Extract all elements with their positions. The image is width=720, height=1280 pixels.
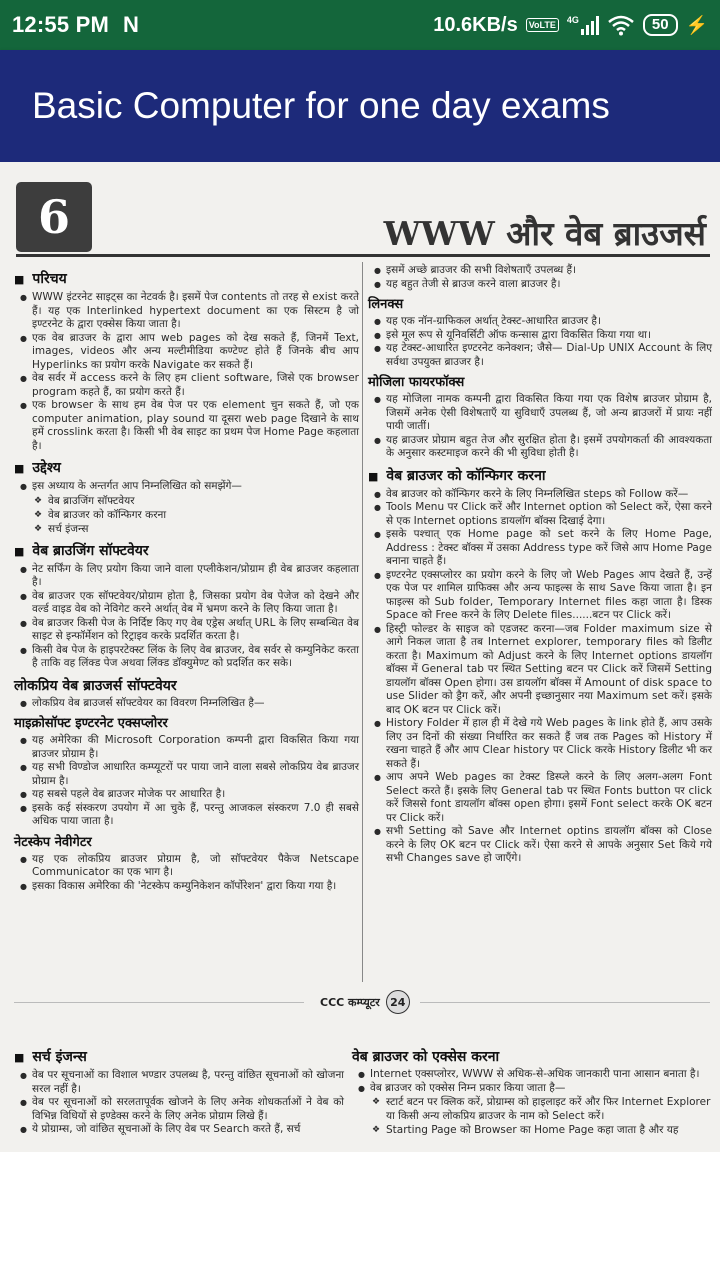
right-column [368, 264, 712, 866]
bullet-text: ● यह ब्राउजर प्रोग्राम बहुत तेज और सुरक्षित होता है। इसमें उपयोगकर्ता की आवश्यकता के अनुसार कस्टमाइज करने की भी सुविधा होती है। [368, 434, 712, 461]
bullet-text: ● एक browser के साथ हम वेब पेज पर एक element चुन सकते हैं, जो एक computer animation, play sound या दूसरा web page दिखाने के साथ हमें crosslink करता है। किसी भी वेब साइट का प्रथम पेज Home Page कहलाता है। [14, 399, 359, 453]
sub-bullet-text: ❖ सर्च इंजन्स [14, 522, 359, 536]
section-heading: ■ वेब ब्राउजिंग सॉफ्टवेयर [14, 542, 359, 561]
page-number: 24 [386, 990, 410, 1014]
wifi-icon [607, 14, 635, 36]
bullet-text: ● लोकप्रिय वेब ब्राउजर्स सॉफ्टवेयर का विवरण निम्नलिखित है— [14, 697, 359, 711]
signal-icon [567, 15, 599, 35]
bullet-text: ● WWW इंटरनेट साइट्स का नेटवर्क है। इसमें पेज contents तो तरह से exist करते हैं। यह एक Interlinked hypertext document का एक सिस्टम है जो इण्टरनेट के द्वारा एक्सेस किया जाता है। [14, 291, 359, 332]
bullet-text: ● यह एक नॉन-ग्राफिकल अर्थात् टेक्स्ट-आधारित ब्राउजर है। [368, 315, 712, 329]
sub-heading: नेटस्केप नेवीगेटर [14, 834, 92, 850]
bullet-text: ● इसके कई संस्करण उपयोग में आ चुके हैं, परन्तु आजकल संस्करण 7.0 ही सबसे अधिक पाया जाता है। [14, 802, 359, 829]
sub-heading: लिनक्स [368, 297, 404, 312]
section-heading: ■ परिचय [14, 270, 359, 289]
sub-heading: माइक्रोसॉफ्ट इण्टरनेट एक्सप्लोरर [14, 716, 168, 731]
bullet-text: ● किसी वेब पेज के हाइपरटेक्स्ट लिंक के लिए वेब ब्राउजर, वेब सर्वर से कम्युनिकेट करता है ताकि वह लिंक्ड पेज अथवा लिंक्ड डॉक्युमेण्ट को प्रदर्शित कर सके। [14, 644, 359, 671]
column-divider [362, 262, 363, 982]
bullet-text: ● यह एक लोकप्रिय ब्राउजर प्रोग्राम है, जो सॉफ्टवेयर पैकेज Netscape Communicator का एक भाग है। [14, 853, 359, 880]
bullet-text: ● वेब ब्राउजर एक सॉफ्टवेयर/प्रोग्राम होता है, जिसका प्रयोग वेब पेजेज को देखने और वर्ल्ड वाइड वेब को नेविगेट करने अर्थात् वेब में भ्रमण करने के लिए किया जाता है। [14, 590, 359, 617]
notification-n-icon: N [122, 12, 139, 37]
bullet-text: ● वेब पर सूचनाओं का विशाल भण्डार उपलब्ध है, परन्तु वांछित सूचनाओं को खोजना सरल नहीं है। [14, 1069, 344, 1096]
lower-left-column [14, 1042, 344, 1137]
section-heading: वेब ब्राउजर को एक्सेस करना [352, 1049, 500, 1065]
bullet-text: ● वेब ब्राउजर को एक्सेस निम्न प्रकार किया जाता है— [352, 1082, 712, 1096]
bullet-text: ● इसके पश्चात् एक Home page को set करने के लिए Home Page, Address : टेक्स्ट बॉक्स में उसका Address type करें जिसे आप Home Page बनाना चाहते हैं। [368, 528, 712, 569]
sub-heading: मोजिला फायरफॉक्स [368, 375, 465, 390]
bullet-text: ● वेब ब्राउजर किसी पेज के निर्दिष्ट किए गए वेब एड्रेस अर्थात् URL के लिए सम्बन्धित वेब साइट से इन्फॉर्मेशन को रिट्राइव करके प्रदर्शित करता है। [14, 617, 359, 644]
bullet-text: ● History Folder में हाल ही में देखे गये Web pages के link होते हैं, आप उसके लिए उन दिनों की संख्या निर्धारित कर सकते हैं जब तक Pages को History में रखना चाहते हैं और आप Clear history पर Click करके History डिलीट भी कर सकते हैं। [368, 717, 712, 771]
sub-bullet-text: ❖ वेब ब्राउजिंग सॉफ्टवेयर [14, 494, 359, 508]
bullet-text: ● Tools Menu पर Click करें और Internet option को Select करें, ऐसा करने से एक Internet options डायलॉग बॉक्स दिखाई देगा। [368, 501, 712, 528]
bullet-text: ● यह टेक्स्ट-आधारित इण्टरनेट कनेक्शन; जैसे— Dial-Up UNIX Account के लिए सर्वथा उपयुक्त ब्राउजर है। [368, 342, 712, 369]
bullet-text: ● यह बहुत तेजी से ब्राउज करने वाला ब्राउजर है। [368, 278, 712, 292]
sub-bullet-text: ❖ Starting Page को Browser का Home Page कहा जाता है और यह [352, 1123, 712, 1137]
bullet-text: ● यह सबसे पहले वेब ब्राउजर मोजेक पर आधारित है। [14, 788, 359, 802]
battery-icon: 50 [643, 14, 678, 36]
bullet-text: ● इसे मूल रूप से यूनिवर्सिटी ऑफ कन्सास द्वारा विकसित किया गया था। [368, 329, 712, 343]
bullet-text: ● इण्टरनेट एक्सप्लोरर का प्रयोग करने के लिए जो Web Pages आप देखते हैं, उन्हें एक पेज पर शामिल ग्राफिक्स और अन्य फाइल्स के साथ Save किया जाता है। इन फाइल्स को Sub folder, Temporary Internet files कहा जाता है। डिस्क Space को Free करने के लिए Delete files......बटन पर Click करें। [368, 569, 712, 623]
sub-bullet-text: ❖ स्टार्ट बटन पर क्लिक करें, प्रोग्राम्स को हाइलाइट करें और फिर Internet Explorer या किसी अन्य लोकप्रिय ब्राउजर के नाम को Select करें। [352, 1095, 712, 1123]
blank-area [0, 1152, 720, 1280]
bullet-text: ● इसका विकास अमेरिका की 'नेटस्केप कम्युनिकेशन कॉर्पोरेशन' द्वारा किया गया है। [14, 880, 359, 894]
chapter-number: 6 [16, 182, 92, 252]
section-heading: ■ सर्च इंजन्स [14, 1048, 344, 1067]
network-speed: 10.6KB/s [433, 13, 518, 36]
app-title: Basic Computer for one day exams [32, 85, 610, 126]
chapter-title: WWW और वेब ब्राउजर्स [383, 214, 706, 253]
volte-icon: VoLTE [526, 18, 559, 32]
book-page-image[interactable] [0, 162, 720, 1152]
bullet-text: ● यह सभी विण्डोज आधारित कम्प्यूटरों पर पाया जाने वाला सबसे लोकप्रिय वेब ब्राउजर प्रोग्राम है। [14, 761, 359, 788]
network-type: 4G [566, 15, 579, 25]
bullet-text: ● सभी Setting को Save और Internet optins डायलॉग बॉक्स को Close करने के लिए OK बटन पर Click करें। ऐसा करने से आपके अनुसार Set किये गये सभी Changes save हो जाएँगे। [368, 825, 712, 866]
bullet-text: ● नेट सर्फिंग के लिए प्रयोग किया जाने वाला एप्लीकेशन/प्रोग्राम ही वेब ब्राउजर कहलाता है। [14, 563, 359, 590]
left-column [14, 264, 359, 893]
lower-right-column [352, 1042, 712, 1137]
bullet-text: ● इसमें अच्छे ब्राउजर की सभी विशेषताएँ उपलब्ध हैं। [368, 264, 712, 278]
charging-icon: ⚡ [685, 14, 708, 35]
bullet-text: ● यह मोजिला नामक कम्पनी द्वारा विकसित किया गया एक विशेष ब्राउजर प्रोग्राम है, जिसमें अनेक ऐसी विशेषताएँ या सुविधाएँ उपलब्ध हैं, जो अन्य ब्राउजरों में प्रायः नहीं पायी जातीं। [368, 393, 712, 434]
bullet-text: ● वेब पर सूचनाओं को सरलतापूर्वक खोजने के लिए अनेक शोधकर्ताओं ने वेब को विभिन्न विधियों से इण्डेक्स करने के लिए अनेक प्रोग्राम लिखे हैं। [14, 1096, 344, 1123]
section-heading: लोकप्रिय वेब ब्राउजर्स सॉफ्टवेयर [14, 677, 177, 694]
page-footer [320, 990, 410, 1014]
sub-bullet-text: ❖ वेब ब्राउजर को कॉन्फिगर करना [14, 508, 359, 522]
section-heading: ■ उद्देश्य [14, 459, 359, 478]
bullet-text: ● Internet एक्सप्लोरर, WWW से अधिक-से-अधिक जानकारी पाना आसान बनाता है। [352, 1068, 712, 1082]
chapter-rule [16, 254, 710, 257]
footer-rule [420, 1002, 710, 1003]
bullet-text: ● हिस्ट्री फोल्डर के साइज को एडजस्ट करना—जब Folder maximum size से आगे निकल जाता है तब Internet explorer, temporary files को डिलीट करता है। Maximum को Adjust करने के लिए Internet options डायलॉग बॉक्स में General tab पर स्थित Setting बटन पर Click करें जिसमें Setting डायलॉग बॉक्स Open होगा। उस डायलॉग बॉक्स में Amount of disk space to use Slider को ड्रैग करें, और अपनी इच्छानुसार नया Maximum set करें। इसके बाद OK बटन पर Click करें। [368, 623, 712, 718]
bullet-text: ● वेब ब्राउजर को कॉन्फिगर करने के लिए निम्नलिखित steps को Follow करें— [368, 488, 712, 502]
app-bar [0, 50, 720, 162]
footer-rule [14, 1002, 304, 1003]
bullet-text: ● आप अपने Web pages का टेक्स्ट डिस्प्ले करने के लिए अलग-अलग Font Select करते हैं। इसके लिए General tab पर स्थित Fonts button पर click करें जिससे font डायलॉग बॉक्स open होगा। इसमें Font select करके OK बटन पर Click करें। [368, 771, 712, 825]
bullet-text: ● वेब सर्वर में access करने के लिए हम client software, जिसे एक browser program कहते हैं, का प्रयोग करते हैं। [14, 372, 359, 399]
bullet-text: ● ये प्रोग्राम्स, जो वांछित सूचनाओं के लिए वेब पर Search करते हैं, सर्च [14, 1123, 344, 1137]
section-heading: ■ वेब ब्राउजर को कॉन्फिगर करना [368, 467, 712, 486]
book-name: CCC कम्प्यूटर [320, 995, 380, 1009]
bullet-text: ● यह अमेरिका की Microsoft Corporation कम्पनी द्वारा विकसित किया गया ब्राउजर प्रोग्राम है। [14, 734, 359, 761]
bullet-text: ● इस अध्याय के अन्तर्गत आप निम्नलिखित को समझेंगे— [14, 480, 359, 494]
clock: 12:55 PM [12, 12, 109, 37]
bullet-text: ● एक वेब ब्राउजर के द्वारा आप web pages को देख सकते हैं, जिनमें Text, images, videos और अन्य मल्टीमीडिया कण्टेण्ट होते हैं जिनके बीच आप Hyperlinks का प्रयोग करके Navigate कर सकते हैं। [14, 332, 359, 373]
status-bar [0, 0, 720, 50]
